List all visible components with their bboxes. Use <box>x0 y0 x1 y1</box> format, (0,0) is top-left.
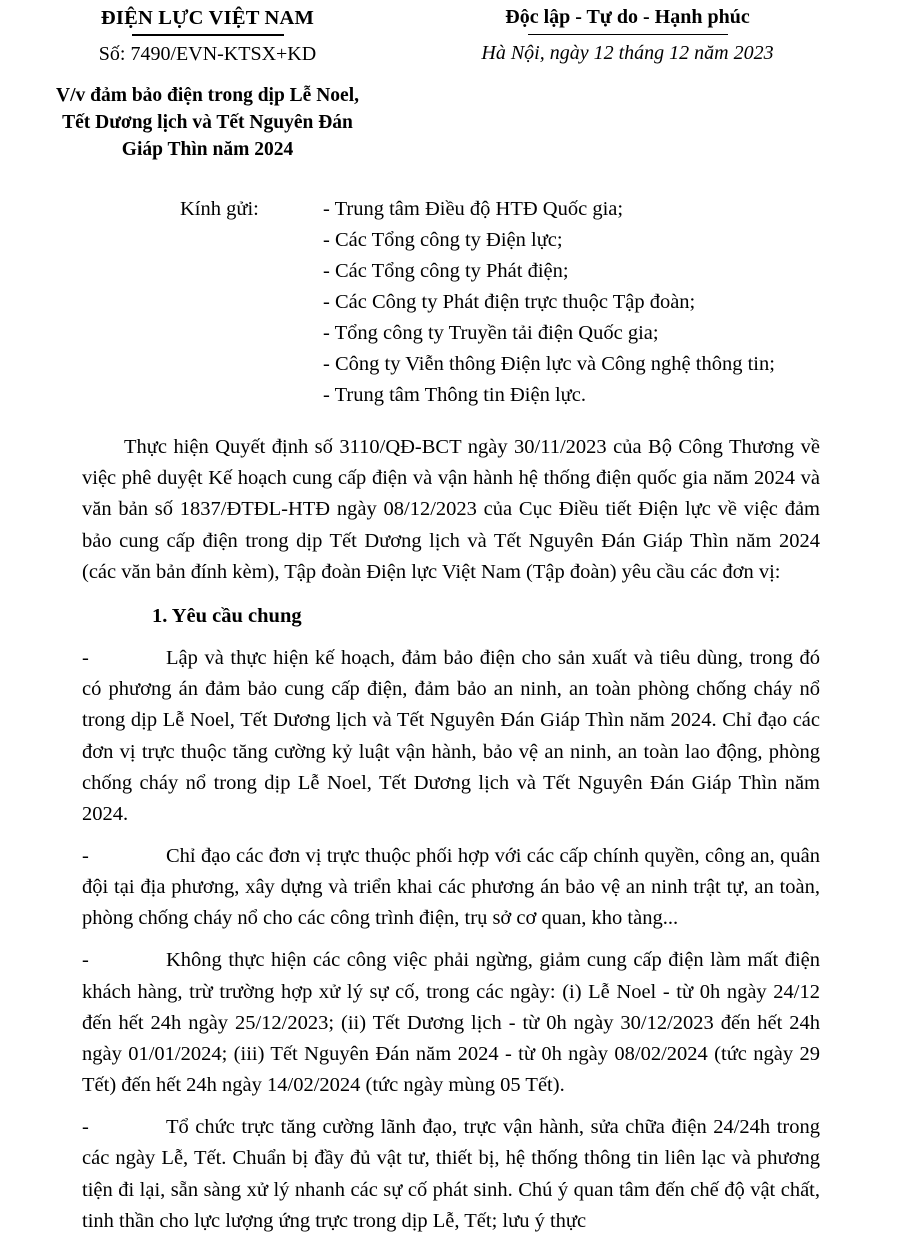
letterhead-left-column <box>0 6 415 67</box>
bullet-text: Chỉ đạo các đơn vị trực thuộc phối hợp với các cấp chính quyền, công an, quân đội tại địa phương, xây dựng và triển khai các phương án bảo vệ an ninh trật tự, an toàn, phòng chống cháy nổ cho các công trình điện, trụ sở cơ quan, kho tàng... <box>82 844 820 930</box>
bullet-paragraph-1 <box>82 643 820 830</box>
list-item: - Trung tâm Thông tin Điện lực. <box>323 384 586 407</box>
bullet-paragraph-3 <box>82 945 820 1101</box>
bullet-text: Tổ chức trực tăng cường lãnh đạo, trực vận hành, sửa chữa điện 24/24h trong các ngày Lễ, Tết. Chuẩn bị đầy đủ vật tư, thiết bị, hệ thống thông tin liên lạc và phương tiện đi lại, sẵn sàng xử lý nhanh các sự cố phát sinh. Chú ý quan tâm đến chế độ vật chất, tinh thần cho lực lượng ứng trực trong dịp Lễ, Tết; lưu ý thực <box>82 1116 820 1232</box>
bullet-dash: - <box>82 949 89 972</box>
list-item: - Tổng công ty Truyền tải điện Quốc gia; <box>323 322 659 345</box>
organization-name: ĐIỆN LỰC VIỆT NAM <box>100 7 315 29</box>
bullet-dash: - <box>82 1116 89 1139</box>
list-item: - Các Công ty Phát điện trực thuộc Tập đoàn; <box>323 290 696 313</box>
section-heading-1: 1. Yêu cầu chung <box>152 604 302 627</box>
recipients-block <box>0 194 900 412</box>
motto-underline <box>528 34 728 36</box>
document-body <box>0 432 900 1237</box>
recipient-list <box>283 194 900 412</box>
national-motto: Độc lập - Tự do - Hạnh phúc <box>505 6 750 28</box>
bullet-dash: - <box>82 844 89 867</box>
bullet-paragraph-2 <box>82 841 820 934</box>
subject-line-1: V/v đảm bảo điện trong dịp Lễ Noel, <box>55 84 359 106</box>
document-number: Số: 7490/EVN-KTSX+KD <box>98 42 317 65</box>
list-item: - Các Tổng công ty Phát điện; <box>323 259 569 282</box>
bullet-dash: - <box>82 647 89 670</box>
subject-line-2: Tết Dương lịch và Tết Nguyên Đán <box>62 111 353 133</box>
recipients-label: Kính gửi: <box>180 197 259 220</box>
bullet-paragraph-4 <box>82 1112 820 1237</box>
organization-underline <box>132 34 284 36</box>
subject-block <box>0 83 415 164</box>
intro-paragraph: Thực hiện Quyết định số 3110/QĐ-BCT ngày 30/11/2023 của Bộ Công Thương về việc phê duyệt Kế hoạch cung cấp điện và vận hành hệ thống điện quốc gia năm 2024 và văn bản số 1837/ĐTĐL-HTĐ ngày 08/12/2023 của Cục Điều tiết Điện lực về việc đảm bảo cung cấp điện trong dịp Tết Dương lịch và Tết Nguyên Đán Giáp Thìn năm 2024 (các văn bản đính kèm), Tập đoàn Điện lực Việt Nam (Tập đoàn) yêu cầu các đơn vị: <box>82 436 820 583</box>
bullet-text: Không thực hiện các công việc phải ngừng, giảm cung cấp điện làm mất điện khách hàng, trừ trường hợp xử lý sự cố, trong các ngày: (i) Lễ Noel - từ 0h ngày 24/12 đến hết 24h ngày 25/12/2023; (ii) Tết Dương lịch - từ 0h ngày 30/12/2023 đến hết 24h ngày 01/01/2024; (iii) Tết Nguyên Đán năm 2024 - từ 0h ngày 08/02/2024 (tức ngày 29 Tết) đến hết 24h ngày 14/02/2024 (tức ngày mùng 05 Tết). <box>82 949 820 1097</box>
list-item: - Trung tâm Điều độ HTĐ Quốc gia; <box>323 197 624 220</box>
place-and-date: Hà Nội, ngày 12 tháng 12 năm 2023 <box>481 42 774 65</box>
list-item: - Các Tổng công ty Điện lực; <box>323 228 563 251</box>
letterhead <box>0 0 900 67</box>
bullet-text: Lập và thực hiện kế hoạch, đảm bảo điện cho sản xuất và tiêu dùng, trong đó có phương án đảm bảo cung cấp điện, đảm bảo an ninh, an toàn phòng chống cháy nổ trong dịp Lễ Noel, Tết Dương lịch và Tết Nguyên Đán Giáp Thìn năm 2024. Chỉ đạo các đơn vị trực thuộc tăng cường kỷ luật vận hành, bảo vệ an ninh, an toàn lao động, phòng chống cháy nổ trong dịp Lễ Noel, Tết Dương lịch và Tết Nguyên Đán Giáp Thìn năm 2024. <box>82 647 820 825</box>
letterhead-right-column <box>415 6 900 67</box>
subject-line-3: Giáp Thìn năm 2024 <box>121 138 294 160</box>
list-item: - Công ty Viễn thông Điện lực và Công nghệ thông tin; <box>323 353 775 376</box>
